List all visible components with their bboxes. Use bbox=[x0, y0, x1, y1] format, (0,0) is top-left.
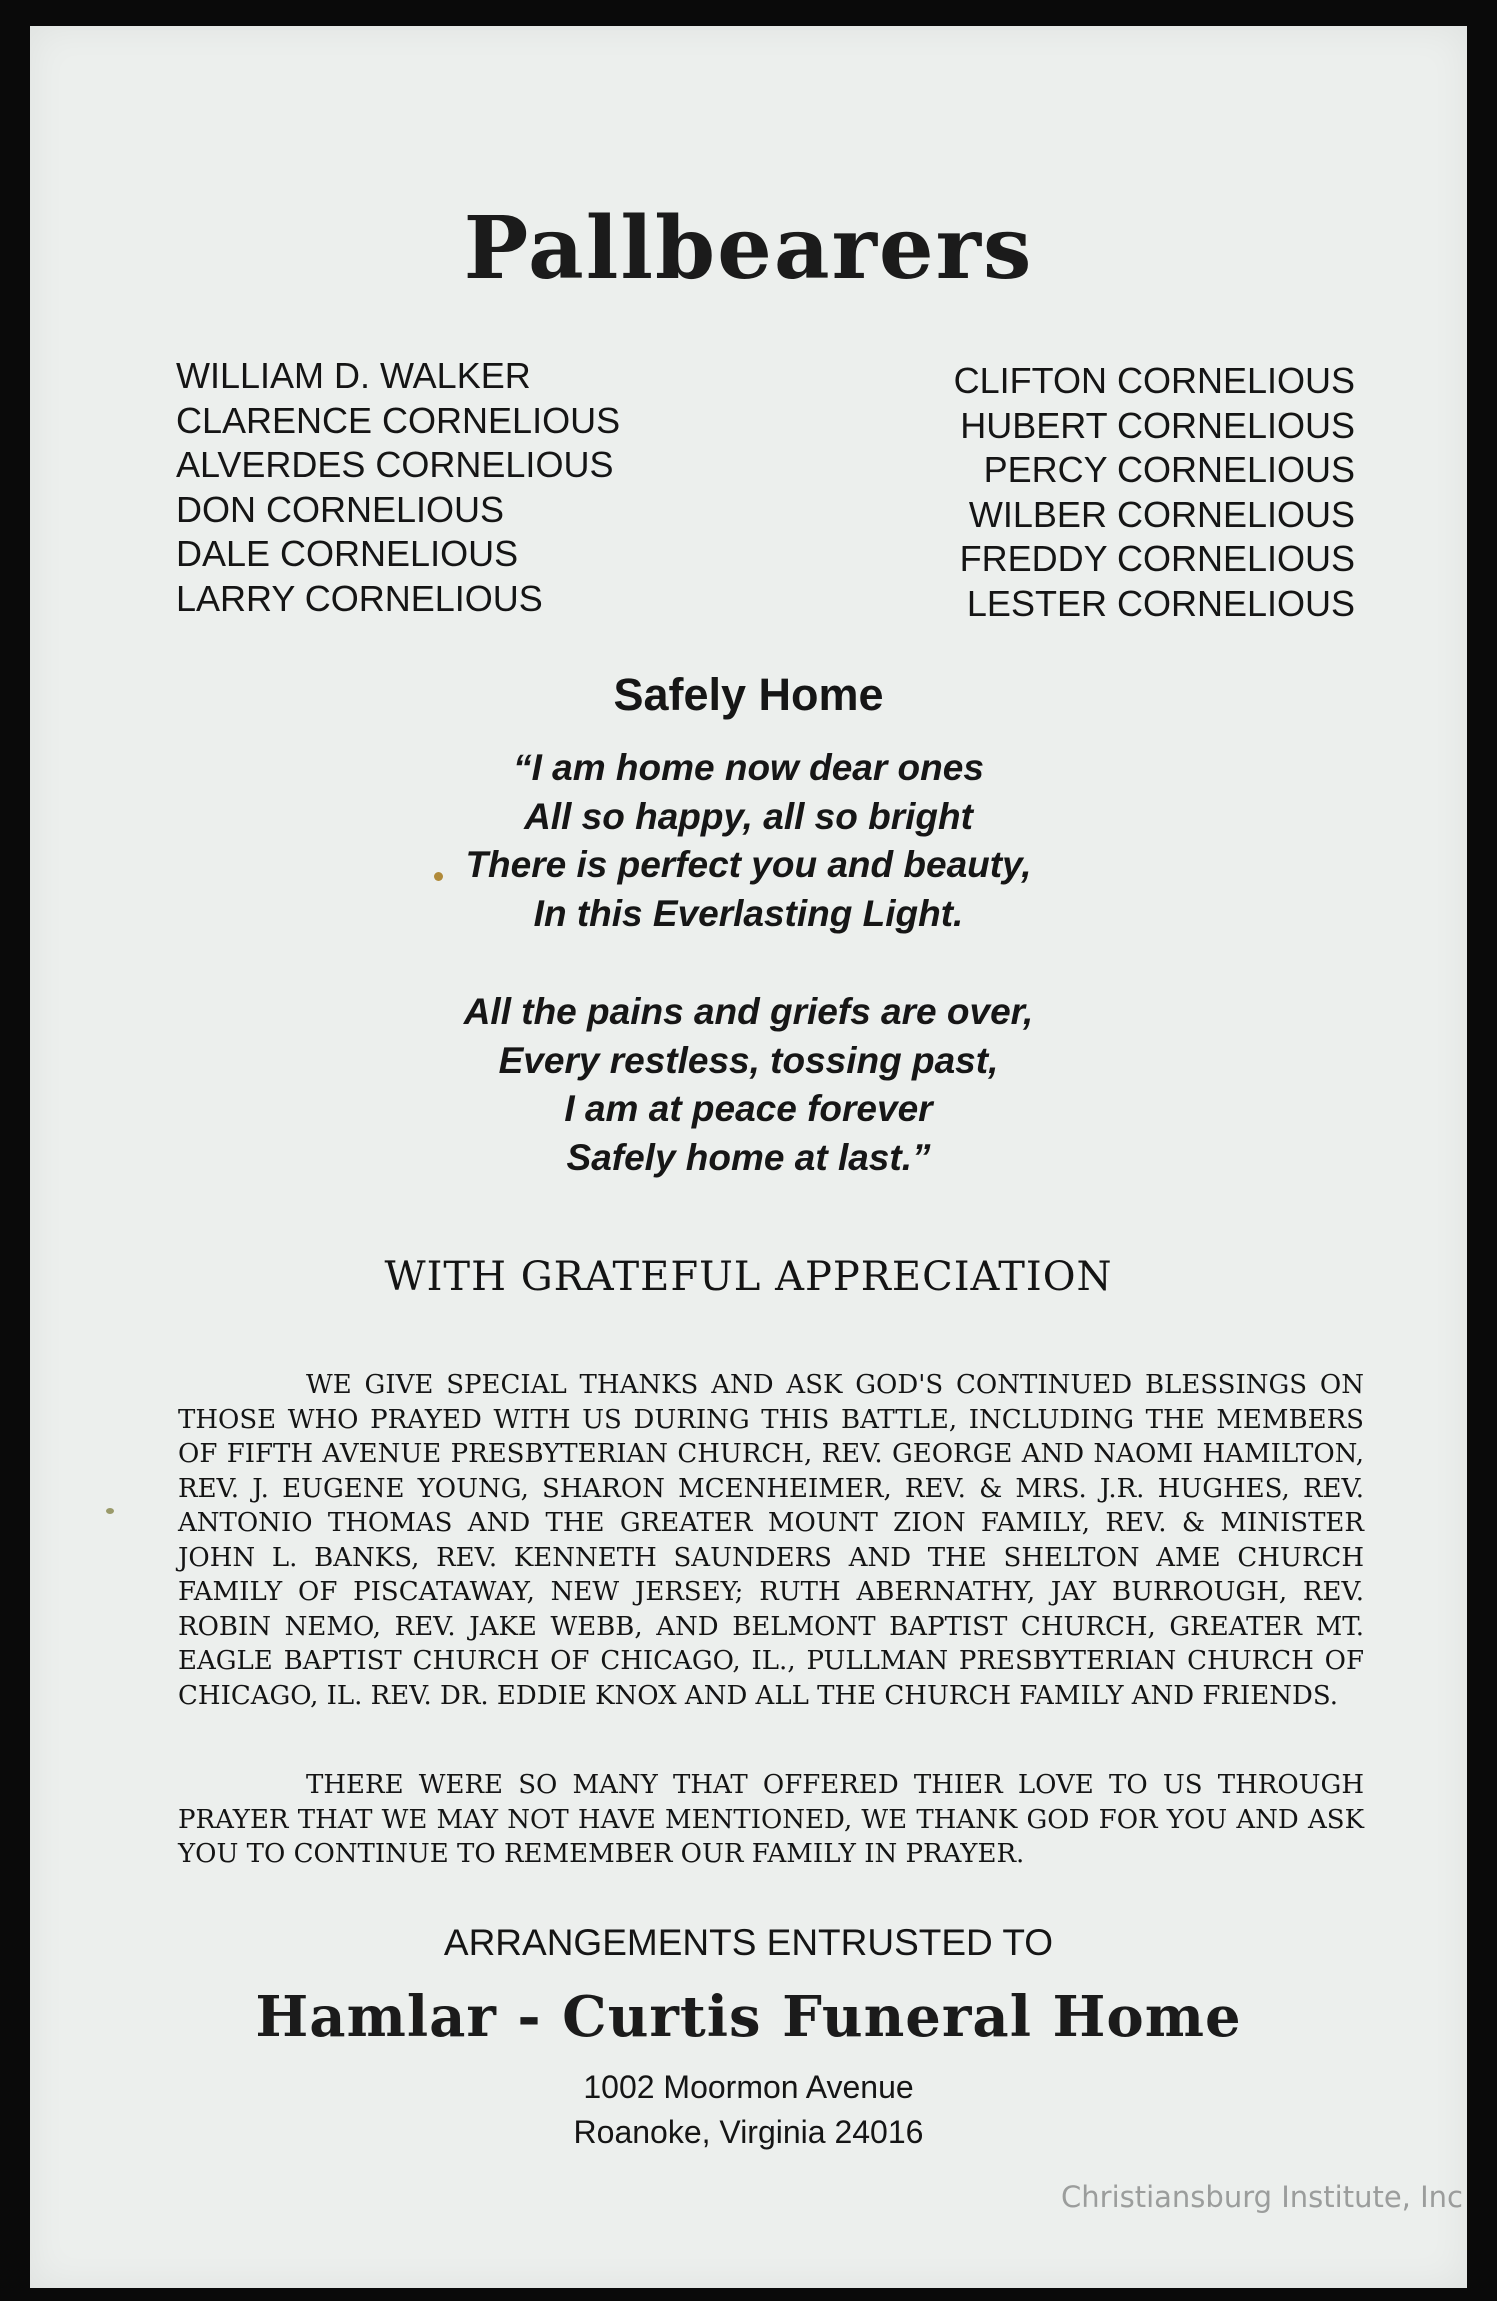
funeral-home-name: Hamlar - Curtis Funeral Home bbox=[255, 1984, 1242, 2050]
pallbearer-name: ALVERDES CORNELIOUS bbox=[176, 444, 614, 485]
pallbearer-name: PERCY CORNELIOUS bbox=[983, 449, 1355, 490]
pallbearer-name: HUBERT CORNELIOUS bbox=[960, 404, 1355, 446]
pallbearer-name: DALE CORNELIOUS bbox=[176, 533, 519, 574]
watermark: Christiansburg Institute, Inc bbox=[1061, 2180, 1463, 2214]
appreciation-paragraph-2: THERE WERE SO MANY THAT OFFERED THIER LOVE TO US THROUGH PRAYER THAT WE MAY NOT HAVE MENTIONED, WE THANK GOD FOR YOU AND ASK YOU TO CONTINUE TO REMEMBER OUR FAMILY IN PRAYER. bbox=[178, 1770, 1364, 1869]
pallbearers-title: Pallbearers bbox=[463, 198, 1034, 299]
pallbearer-name: WILLIAM D. WALKER bbox=[176, 355, 531, 396]
poem-line: In this Everlasting Light. bbox=[533, 892, 964, 934]
arrangements-label: ARRANGEMENTS ENTRUSTED TO bbox=[443, 1922, 1054, 1963]
paper-speck bbox=[434, 872, 443, 881]
address-line-2: Roanoke, Virginia 24016 bbox=[573, 2114, 924, 2150]
poem-line: Safely home at last.” bbox=[566, 1136, 931, 1178]
poem-stanza-1 bbox=[30, 744, 1467, 938]
poem-line: “I am home now dear ones bbox=[513, 747, 984, 788]
appreciation-heading: WITH GRATEFUL APPRECIATION bbox=[384, 1254, 1113, 1300]
pallbearer-name: LARRY CORNELIOUS bbox=[176, 577, 543, 619]
poem-line: Every restless, tossing past, bbox=[498, 1039, 999, 1081]
poem-stanza-2 bbox=[30, 988, 1467, 1182]
pallbearer-name: DON CORNELIOUS bbox=[176, 488, 505, 530]
appreciation-paragraph-1: WE GIVE SPECIAL THANKS AND ASK GOD'S CONTINUED BLESSINGS ON THOSE WHO PRAYED WITH US DURING THIS BATTLE, INCLUDING THE MEMBERS OF FIFTH AVENUE PRESBYTERIAN CHURCH, REV. GEORGE AND NAOMI HAMILTON, REV. J. EUGENE YOUNG, SHARON MCENHEIMER, REV. & MRS. J.R. HUGHES, REV. ANTONIO THOMAS AND THE GREATER MOUNT ZION FAMILY, REV. & MINISTER JOHN L. BANKS, REV. KENNETH SAUNDERS AND THE SHELTON AME CHURCH FAMILY OF PISCATAWAY, NEW JERSEY; RUTH ABERNATHY, JAY BURROUGH, REV. ROBIN NEMO, REV. JAKE WEBB, AND BELMONT BAPTIST CHURCH, GREATER MT. EAGLE BAPTIST CHURCH OF CHICAGO, IL., PULLMAN PRESBYTERIAN CHURCH OF CHICAGO, IL. REV. DR. EDDIE KNOX AND ALL THE CHURCH FAMILY AND FRIENDS. bbox=[178, 1370, 1364, 1711]
paper-speck bbox=[106, 1508, 114, 1514]
pallbearers-list-right bbox=[954, 359, 1355, 626]
poem-title: Safely Home bbox=[613, 669, 884, 720]
pallbearer-name: CLARENCE CORNELIOUS bbox=[176, 399, 621, 441]
poem-line: All so happy, all so bright bbox=[524, 795, 973, 837]
poem-line: There is perfect you and beauty, bbox=[465, 844, 1032, 885]
address-line-1: 1002 Moormon Avenue bbox=[583, 2069, 914, 2105]
program-page bbox=[30, 26, 1467, 2288]
pallbearer-name: FREDDY CORNELIOUS bbox=[959, 538, 1355, 579]
pallbearer-name: LESTER CORNELIOUS bbox=[966, 582, 1355, 624]
pallbearer-name: CLIFTON CORNELIOUS bbox=[953, 360, 1355, 401]
pallbearers-list-left bbox=[176, 354, 620, 621]
pallbearer-name: WILBER CORNELIOUS bbox=[968, 493, 1355, 535]
poem-line: I am at peace forever bbox=[564, 1088, 933, 1129]
poem-line: All the pains and griefs are over, bbox=[463, 991, 1034, 1032]
